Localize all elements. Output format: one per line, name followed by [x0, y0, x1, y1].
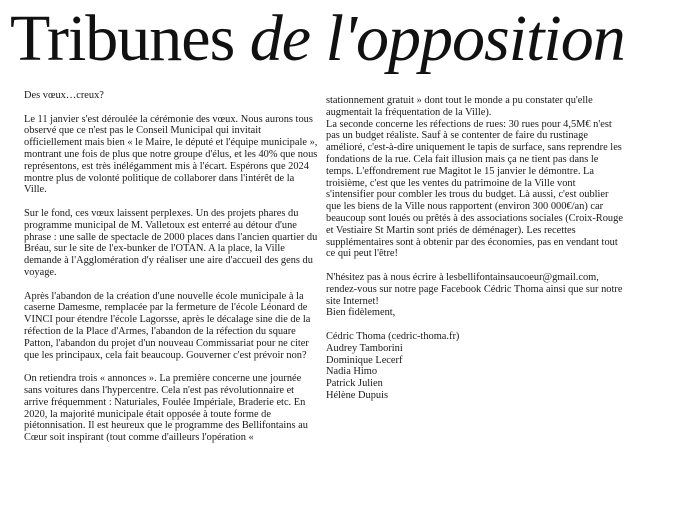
signature: Hélène Dupuis: [326, 389, 389, 401]
paragraph: Le 11 janvier s'est déroulée la cérémonie des vœux. Nous aurons tous observé que ce n'est pas le Conseil Municipal qui invitait officiellement mais bien « le Maire, le député et l'équipe municipale », montrant une fois de plus que notre groupe d'élus, et les 40% que nous représentons, est très inélégamment mis à l'écart. Espérons que 2024 montre plus de volonté politique de collaborer dans l'intérêt de la Ville.: [24, 113, 318, 196]
paragraph: Sur le fond, ces vœux laissent perplexes. Un des projets phares du programme municipal de M. Valletoux est enterré au détour d'une phrase : une salle de spectacle de 2000 places dans l'ancien quartier du Bréau, sur le site de l'ex-bunker de l'OTAN. A la place, la Ville demande à l'Agglomération d'y réaliser une aire d'accueil des gens du voyage.: [24, 207, 318, 278]
signature: Dominique Lecerf: [326, 354, 403, 366]
signature-list: [326, 331, 626, 402]
paragraph: On retiendra trois « annonces ». La première concerne une journée sans voitures dans l'hypercentre. Cela n'est pas révolutionnaire et arrive fréquemment : Naturiales, Foulée Impériale, Braderie etc. En 2020, la majorité municipale était opposée à toute forme de piétonnisation. Il est heureux que le programme des Bellifontains au Cœur soit inspirant (tout comme d'ailleurs l'opération «: [24, 373, 308, 444]
paragraph: stationnement gratuit » dont tout le monde a pu constater qu'elle augmentait la fréquentation de la Ville). La seconde concerne les réfections de rues: 30 rues pour 4,5M€ n'est pas un budget réaliste. Sauf à se contenter de faire du rustinage amélioré, c'est-à-dire uniquement le tapis de surface, sans reprendre les fondations de la rue. Cela fait illusion mais ça ne tient pas dans le temps. L'effondrement rue Magitot le 15 janvier le démontre. La troisième, c'est que les ventes du patrimoine de la Ville vont s'intensifier pour combler les trous du budget. Là aussi, c'est oublier que les biens de la Ville nous rapportent (environ 300 000€/an) car beaucoup sont loués ou prêtés à des associations sociales (Croix-Rouge et Vestiaire St Martin sont priés de déménager). Les recettes supplémentaires sont à obtenir par des économies, pas en vendant tout ce qui peut l'être!: [326, 95, 623, 260]
signature: Audrey Tamborini: [326, 342, 403, 354]
signature: Cédric Thoma (cedric-thoma.fr): [326, 330, 460, 342]
signature: Patrick Julien: [326, 378, 383, 390]
article-heading: Des vœux…creux?: [24, 90, 104, 101]
right-column: [326, 95, 626, 402]
left-column: [24, 90, 319, 456]
title-regular: Tribunes: [10, 2, 235, 75]
title-italic: de l'opposition: [249, 2, 625, 75]
page-title: [10, 0, 625, 78]
paragraph: Après l'abandon de la création d'une nouvelle école municipale à la caserne Damesme, remplacée par la fermeture de l'école Léonard de VINCI pour étendre l'école Lagorsse, après le décalage sine die de la réfection de la Place d'Armes, l'abandon de la réfection du square Patton, l'abandon du projet d'un nouveau Commissariat pour ne citer que les principaux, cela fait beaucoup. Gouverner c'est prévoir non?: [24, 290, 311, 361]
signature: Nadia Himo: [326, 366, 378, 378]
closing-paragraph: N'hésitez pas à nous écrire à lesbellifontainsaucoeur@gmail.com, rendez-vous sur notre page Facebook Cédric Thoma ainsi que sur notre site Internet! Bien fidèlement,: [326, 271, 623, 319]
